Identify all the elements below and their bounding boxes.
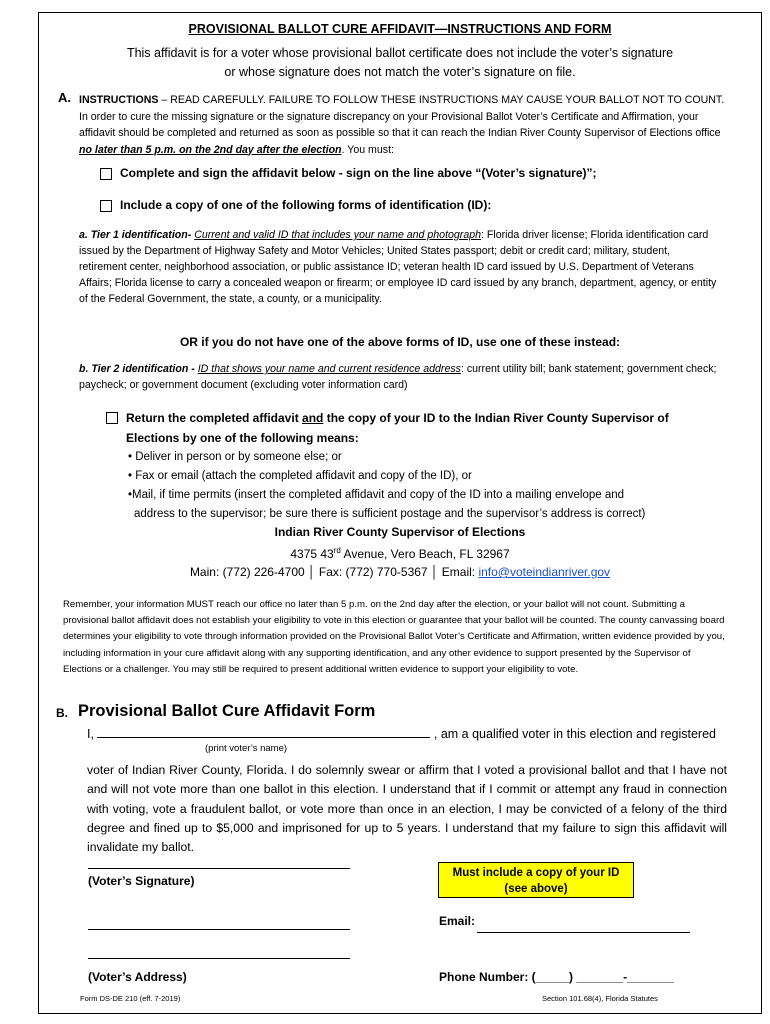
main-phone: Main: (772) 226-4700 [189,565,305,579]
address-label: (Voter’s Address) [88,970,187,984]
instructions-deadline: no later than 5 p.m. on the 2nd day after the election [79,143,342,156]
form-title: PROVISIONAL BALLOT CURE AFFIDAVIT—INSTRUCTIONS AND FORM [188,22,612,36]
subtitle-line-2: or whose signature does not match the voter’s signature on file. [224,65,576,79]
voter-name-field[interactable] [97,725,430,738]
affidavit-form-title: Provisional Ballot Cure Affidavit Form [78,702,376,720]
statute-reference: Section 101.68(4), Florida Statutes [542,994,658,1003]
tier2-requirement: ID that shows your name and current residence address [197,363,461,375]
instructions-warning: – READ CAREFULLY. FAILURE TO FOLLOW THESE INSTRUCTIONS MAY CAUSE YOUR BALLOT NOT TO COUNT. [158,94,725,106]
checklist-id-label: Include a copy of one of the following forms of identification (ID): [120,198,492,212]
tier2-list: : current utility bill; bank statement; government check; paycheck; or government document (excluding voter information card) [79,363,717,391]
office-contact: Main: (772) 226-4700 │ Fax: (772) 770-5367 │ Email: info@voteindianriver.gov [189,565,611,579]
return-text [106,408,706,448]
print-name-caption: (print voter’s name) [205,743,288,754]
return-text-a: Return the completed affidavit [126,411,303,425]
name-prefix: I, [87,727,98,741]
return-text-and: and [302,411,324,425]
tier1-label: a. Tier 1 identification [79,229,188,241]
instructions-intro-end: . You must: [341,143,394,156]
fax-number: Fax: (772) 770-5367 [318,565,428,579]
voter-name-line [87,725,727,741]
tier1-requirement: Current and valid ID that includes your name and photograph [194,229,481,241]
checkbox-sign[interactable] [100,168,112,180]
delivery-list [128,448,718,524]
form-subtitle [38,44,762,82]
form-id: Form DS-DE 210 (eff. 7-2019) [80,994,181,1003]
office-address: 4375 43rd Avenue, Vero Beach, FL 32967 [290,546,510,561]
checklist-item-sign [100,166,597,180]
checkbox-id[interactable] [100,200,112,212]
checklist-sign-label: Complete and sign the affidavit below - sign on the line above “(Voter’s signature)”; [120,166,597,180]
tier1-list: : Florida driver license; Florida identification card issued by the Department of Highway Safety and Motor Vehicles; United States passport; debit or credit card; military, student, retirement center, neighborhood association, or public assistance ID; veteran health ID card issued by U.S. Department of Veterans Affairs; Florida license to carry a concealed weapon or firearm; or employee ID card issued by any branch, department, agency, or entity of the Federal Government, the state, a county, or a municipality. [79,229,717,305]
checklist-item-return [106,408,706,448]
section-b-letter: B. [56,706,68,720]
id-notice-line-2: (see above) [504,883,568,895]
tier2-dash: - [188,363,198,375]
instructions-paragraph [79,92,729,158]
instructions-heading: INSTRUCTIONS [79,94,159,106]
office-email-link[interactable]: info@voteindianriver.gov [478,565,611,579]
email-field[interactable] [477,932,690,933]
tier2-paragraph [79,361,719,393]
address-field-line-2[interactable] [88,958,350,959]
tier1-dash: - [187,229,195,241]
return-text-b: the copy of your ID to the Indian River County Supervisor of Elections by one of the following means: [126,411,669,445]
checkbox-return[interactable] [106,412,118,424]
signature-label: (Voter’s Signature) [88,874,195,888]
list-item: •Mail, if time permits (insert the completed affidavit and copy of the ID into a mailing envelope and [128,489,625,501]
oath-paragraph: voter of Indian River County, Florida. I do solemnly swear or affirm that I voted a provisional ballot and that I have not and will not vote more than one ballot in this election. I understand that if I commit or attempt any fraud in connection with voting, vote a fraudulent ballot, or vote more than once in an election, I may be convicted of a felony of the third degree and fined up to $5,000 and imprisoned for up to 5 years. I understand that my failure to sign this affidavit will invalidate my ballot. [87,763,727,855]
address-field-line-1[interactable] [88,929,350,930]
id-notice-box [438,862,634,898]
email-field-label: Email: [439,914,476,928]
instructions-intro: In order to cure the missing signature or the signature discrepancy on your Provisional Ballot Voter’s Certificate and Affirmation, your affidavit should be completed and returned as soon as possible so that it can reach the Indian River County Supervisor of Elections office [79,110,721,139]
subtitle-line-1: This affidavit is for a voter whose provisional ballot certificate does not include the voter’s signature [126,46,674,60]
section-a-letter: A. [58,90,71,105]
phone-number-field[interactable]: Phone Number: (_____) _______-_______ [439,970,674,984]
list-item: • Fax or email (attach the completed affidavit and copy of the ID), or [128,470,472,482]
remember-paragraph: Remember, your information MUST reach our office no later than 5 p.m. on the 2nd day after the election, or your ballot will not count. Submitting a provisional ballot affidavit does not establish your eligibility to vote in this election or guarantee that your ballot will be counted. The county canvassing board determines your eligibility to vote through information provided on the Provisional Ballot Voter’s Certificate and Affirmation, written evidence provided by you, including information in your cure affidavit along with any supporting identification, and any other evidence to support presented by the Supervisor of Elections or a challenger. You may still be required to present additional written evidence to support your eligibility to vote. [63,599,725,675]
name-suffix: , am a qualified voter in this election and registered [430,727,716,741]
signature-field[interactable] [88,868,350,869]
or-instruction: OR if you do not have one of the above forms of ID, use one of these instead: [179,335,621,349]
tier1-paragraph [79,227,719,307]
tier2-label: b. Tier 2 identification [79,363,189,375]
checklist-item-id [100,198,491,212]
list-item: • Deliver in person or by someone else; or [128,451,342,463]
list-item: address to the supervisor; be sure there is sufficient postage and the supervisor’s address is correct) [134,508,646,520]
id-notice-line-1: Must include a copy of your ID [452,867,620,879]
email-label: Email: [441,565,479,579]
office-name: Indian River County Supervisor of Elections [274,525,526,539]
